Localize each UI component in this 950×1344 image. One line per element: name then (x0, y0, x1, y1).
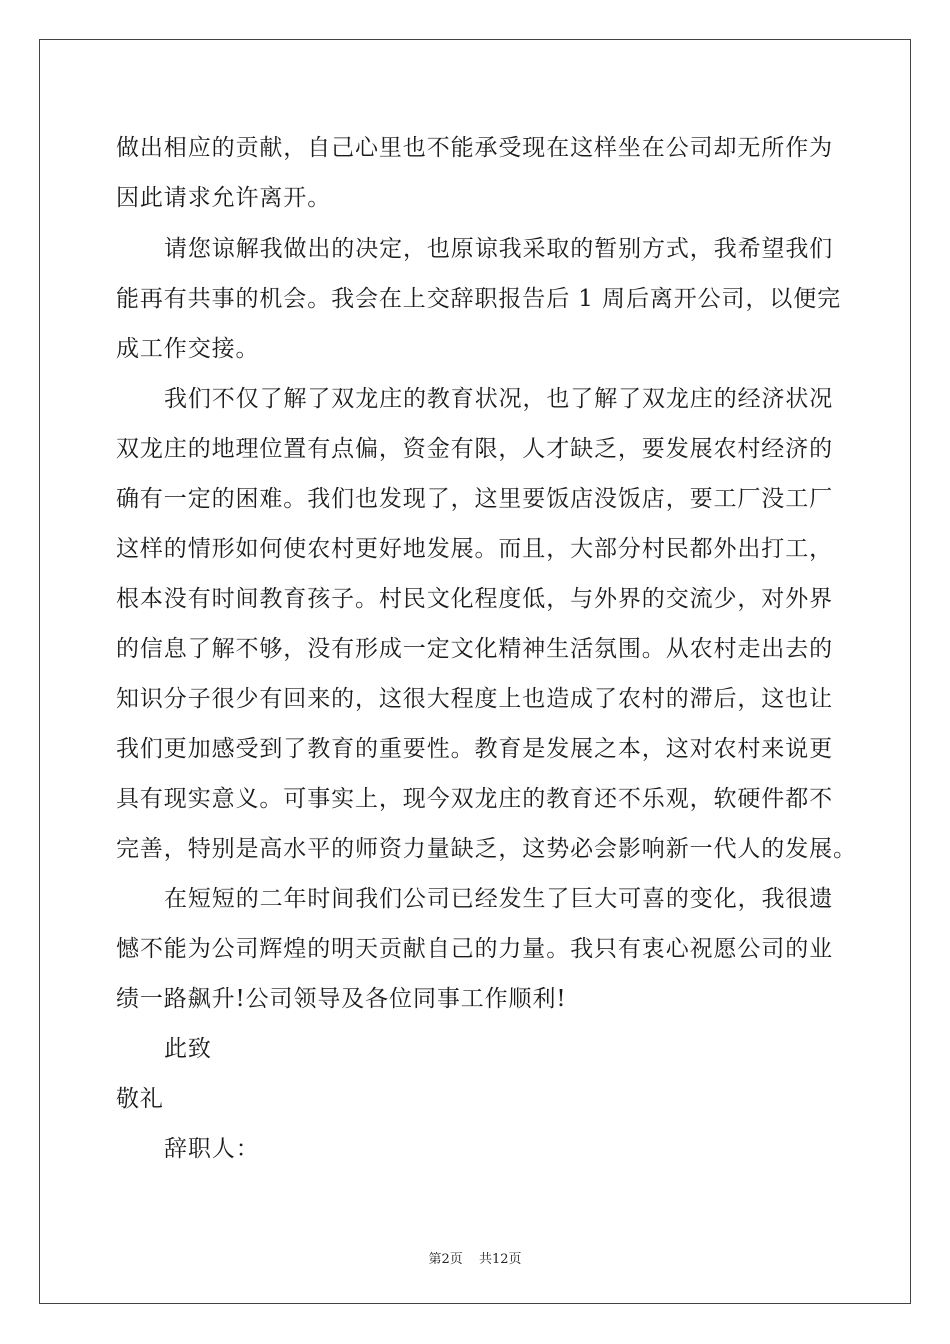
text-line: 成工作交接。 (116, 336, 260, 362)
text-line: 憾不能为公司辉煌的明天贡献自己的力量。我只有衷心祝愿公司的业 (116, 936, 833, 962)
text-line: 绩一路飙升!公司领导及各位同事工作顺利! (116, 986, 567, 1012)
text-line: 请您谅解我做出的决定，也原谅我采取的暂别方式，我希望我们 (164, 236, 834, 262)
text-line: 这样的情形如何使农村更好地发展。而且，大部分村民都外出打工， (116, 536, 833, 562)
text-line: 知识分子很少有回来的，这很大程度上也造成了农村的滞后，这也让 (116, 686, 833, 712)
page-border (39, 39, 911, 1304)
text-line: 的信息了解不够，没有形成一定文化精神生活氛围。从农村走出去的 (116, 636, 833, 662)
text-line: 确有一定的困难。我们也发现了，这里要饭店没饭店，要工厂没工厂 (116, 486, 833, 512)
closing-regards: 敬礼 (116, 1086, 164, 1112)
text-line: 做出相应的贡献，自己心里也不能承受现在这样坐在公司却无所作为 (116, 135, 833, 161)
closing-salutation: 此致 (164, 1036, 212, 1062)
text-line: 具有现实意义。可事实上，现今双龙庄的教育还不乐观，软硬件都不 (116, 786, 833, 812)
page-total: 共12页 (478, 1252, 522, 1267)
page-number: 第2页 (428, 1252, 463, 1267)
signature-label: 辞职人： (164, 1136, 260, 1162)
text-line: 能再有共事的机会。我会在上交辞职报告后 1 周后离开公司，以便完 (116, 286, 842, 312)
text-line: 我们不仅了解了双龙庄的教育状况，也了解了双龙庄的经济状况 (164, 386, 834, 412)
text-line: 双龙庄的地理位置有点偏，资金有限，人才缺乏，要发展农村经济的 (116, 436, 833, 462)
page-footer (0, 1248, 950, 1267)
text-line: 我们更加感受到了教育的重要性。教育是发展之本，这对农村来说更 (116, 736, 833, 762)
text-line: 完善，特别是高水平的师资力量缺乏，这势必会影响新一代人的发展。 (116, 836, 857, 862)
text-line: 在短短的二年时间我们公司已经发生了巨大可喜的变化，我很遗 (164, 886, 834, 912)
text-line: 因此请求允许离开。 (116, 185, 332, 211)
text-line: 根本没有时间教育孩子。村民文化程度低，与外界的交流少，对外界 (116, 586, 833, 612)
